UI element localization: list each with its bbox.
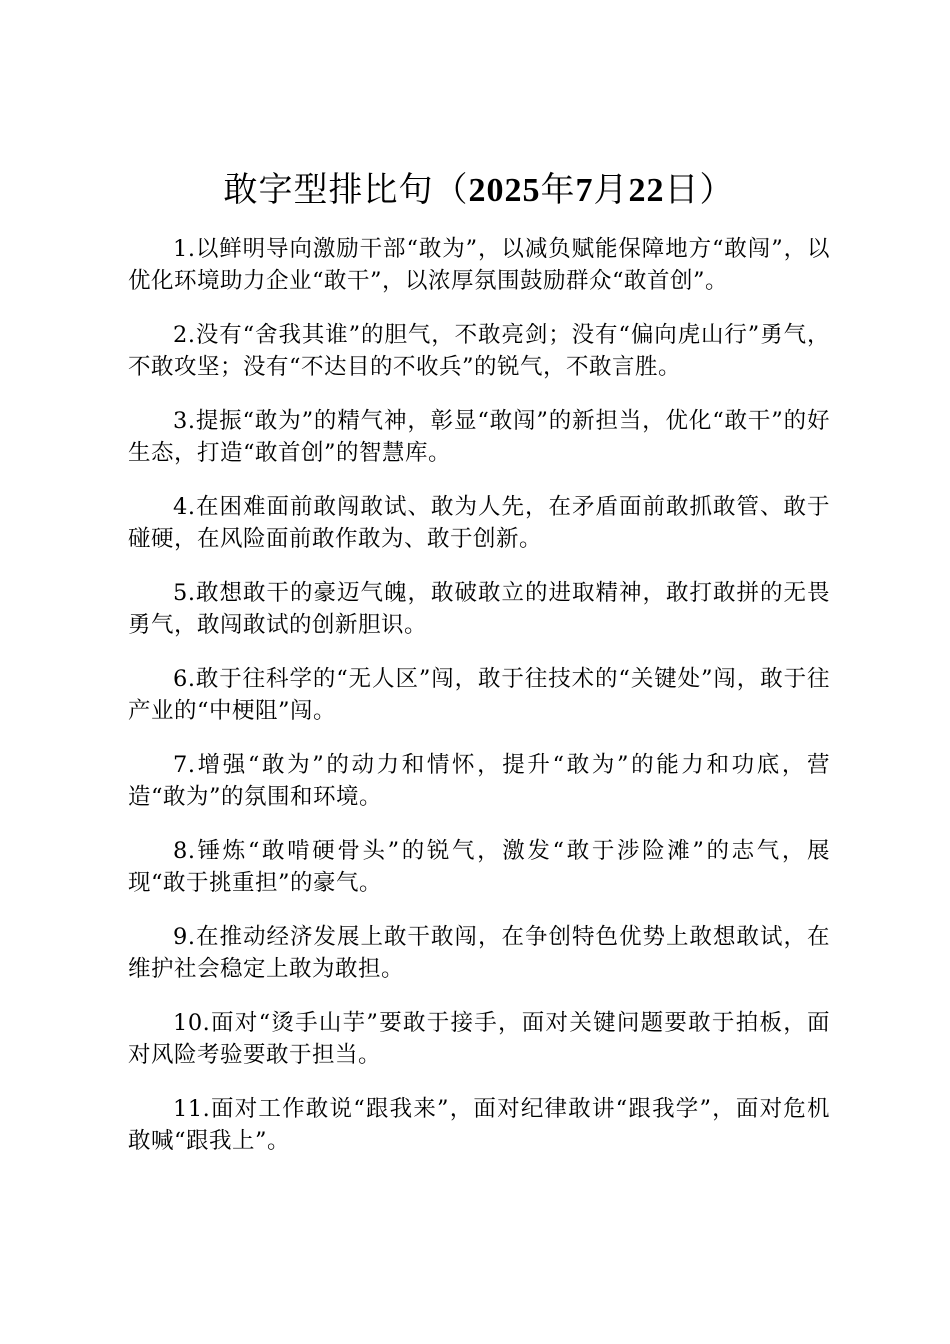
document-title: [128, 168, 830, 213]
paragraph-8: 8.锤炼“敢啃硬骨头”的锐气，激发“敢于涉险滩”的志气，展现“敢于挑重担”的豪气。: [128, 838, 830, 896]
title-prefix: 敢字型排比句（: [223, 170, 469, 210]
paragraph-10: 10.面对“烫手山芋”要敢于接手，面对关键问题要敢于拍板，面对风险考验要敢于担当。: [128, 1010, 830, 1068]
paragraph-11: 11.面对工作敢说“跟我来”，面对纪律敢讲“跟我学”，面对危机敢喊“跟我上”。: [128, 1096, 830, 1154]
paragraph-3: 3.提振“敢为”的精气神，彰显“敢闯”的新担当，优化“敢干”的好生态，打造“敢首创”的智慧库。: [128, 408, 830, 466]
title-day: 22: [628, 172, 665, 209]
paragraph-9: 9.在推动经济发展上敢干敢闯，在争创特色优势上敢想敢试，在维护社会稳定上敢为敢担。: [128, 924, 830, 982]
paragraph-4: 4.在困难面前敢闯敢试、敢为人先，在矛盾面前敢抓敢管、敢于碰硬，在风险面前敢作敢为、敢于创新。: [128, 494, 830, 552]
paragraph-7: 7.增强“敢为”的动力和情怀，提升“敢为”的能力和功底，营造“敢为”的氛围和环境。: [128, 752, 830, 810]
paragraph-6: 6.敢于往科学的“无人区”闯，敢于往技术的“关键处”闯，敢于往产业的“中梗阻”闯。: [128, 666, 830, 724]
title-suffix: 日）: [664, 170, 735, 210]
paragraph-5: 5.敢想敢干的豪迈气魄，敢破敢立的进取精神，敢打敢拼的无畏勇气，敢闯敢试的创新胆识。: [128, 580, 830, 638]
title-month: 7: [575, 172, 594, 209]
title-year-unit: 年: [540, 170, 576, 210]
document-page: [128, 168, 830, 1179]
paragraph-2: 2.没有“舍我其谁”的胆气，不敢亮剑；没有“偏向虎山行”勇气，不敢攻坚；没有“不达目的不收兵”的锐气，不敢言胜。: [128, 322, 830, 380]
title-year: 2025: [468, 172, 541, 209]
title-month-unit: 月: [593, 170, 629, 210]
paragraph-1: 1.以鲜明导向激励干部“敢为”，以减负赋能保障地方“敢闯”，以优化环境助力企业“敢干”，以浓厚氛围鼓励群众“敢首创”。: [128, 236, 830, 294]
